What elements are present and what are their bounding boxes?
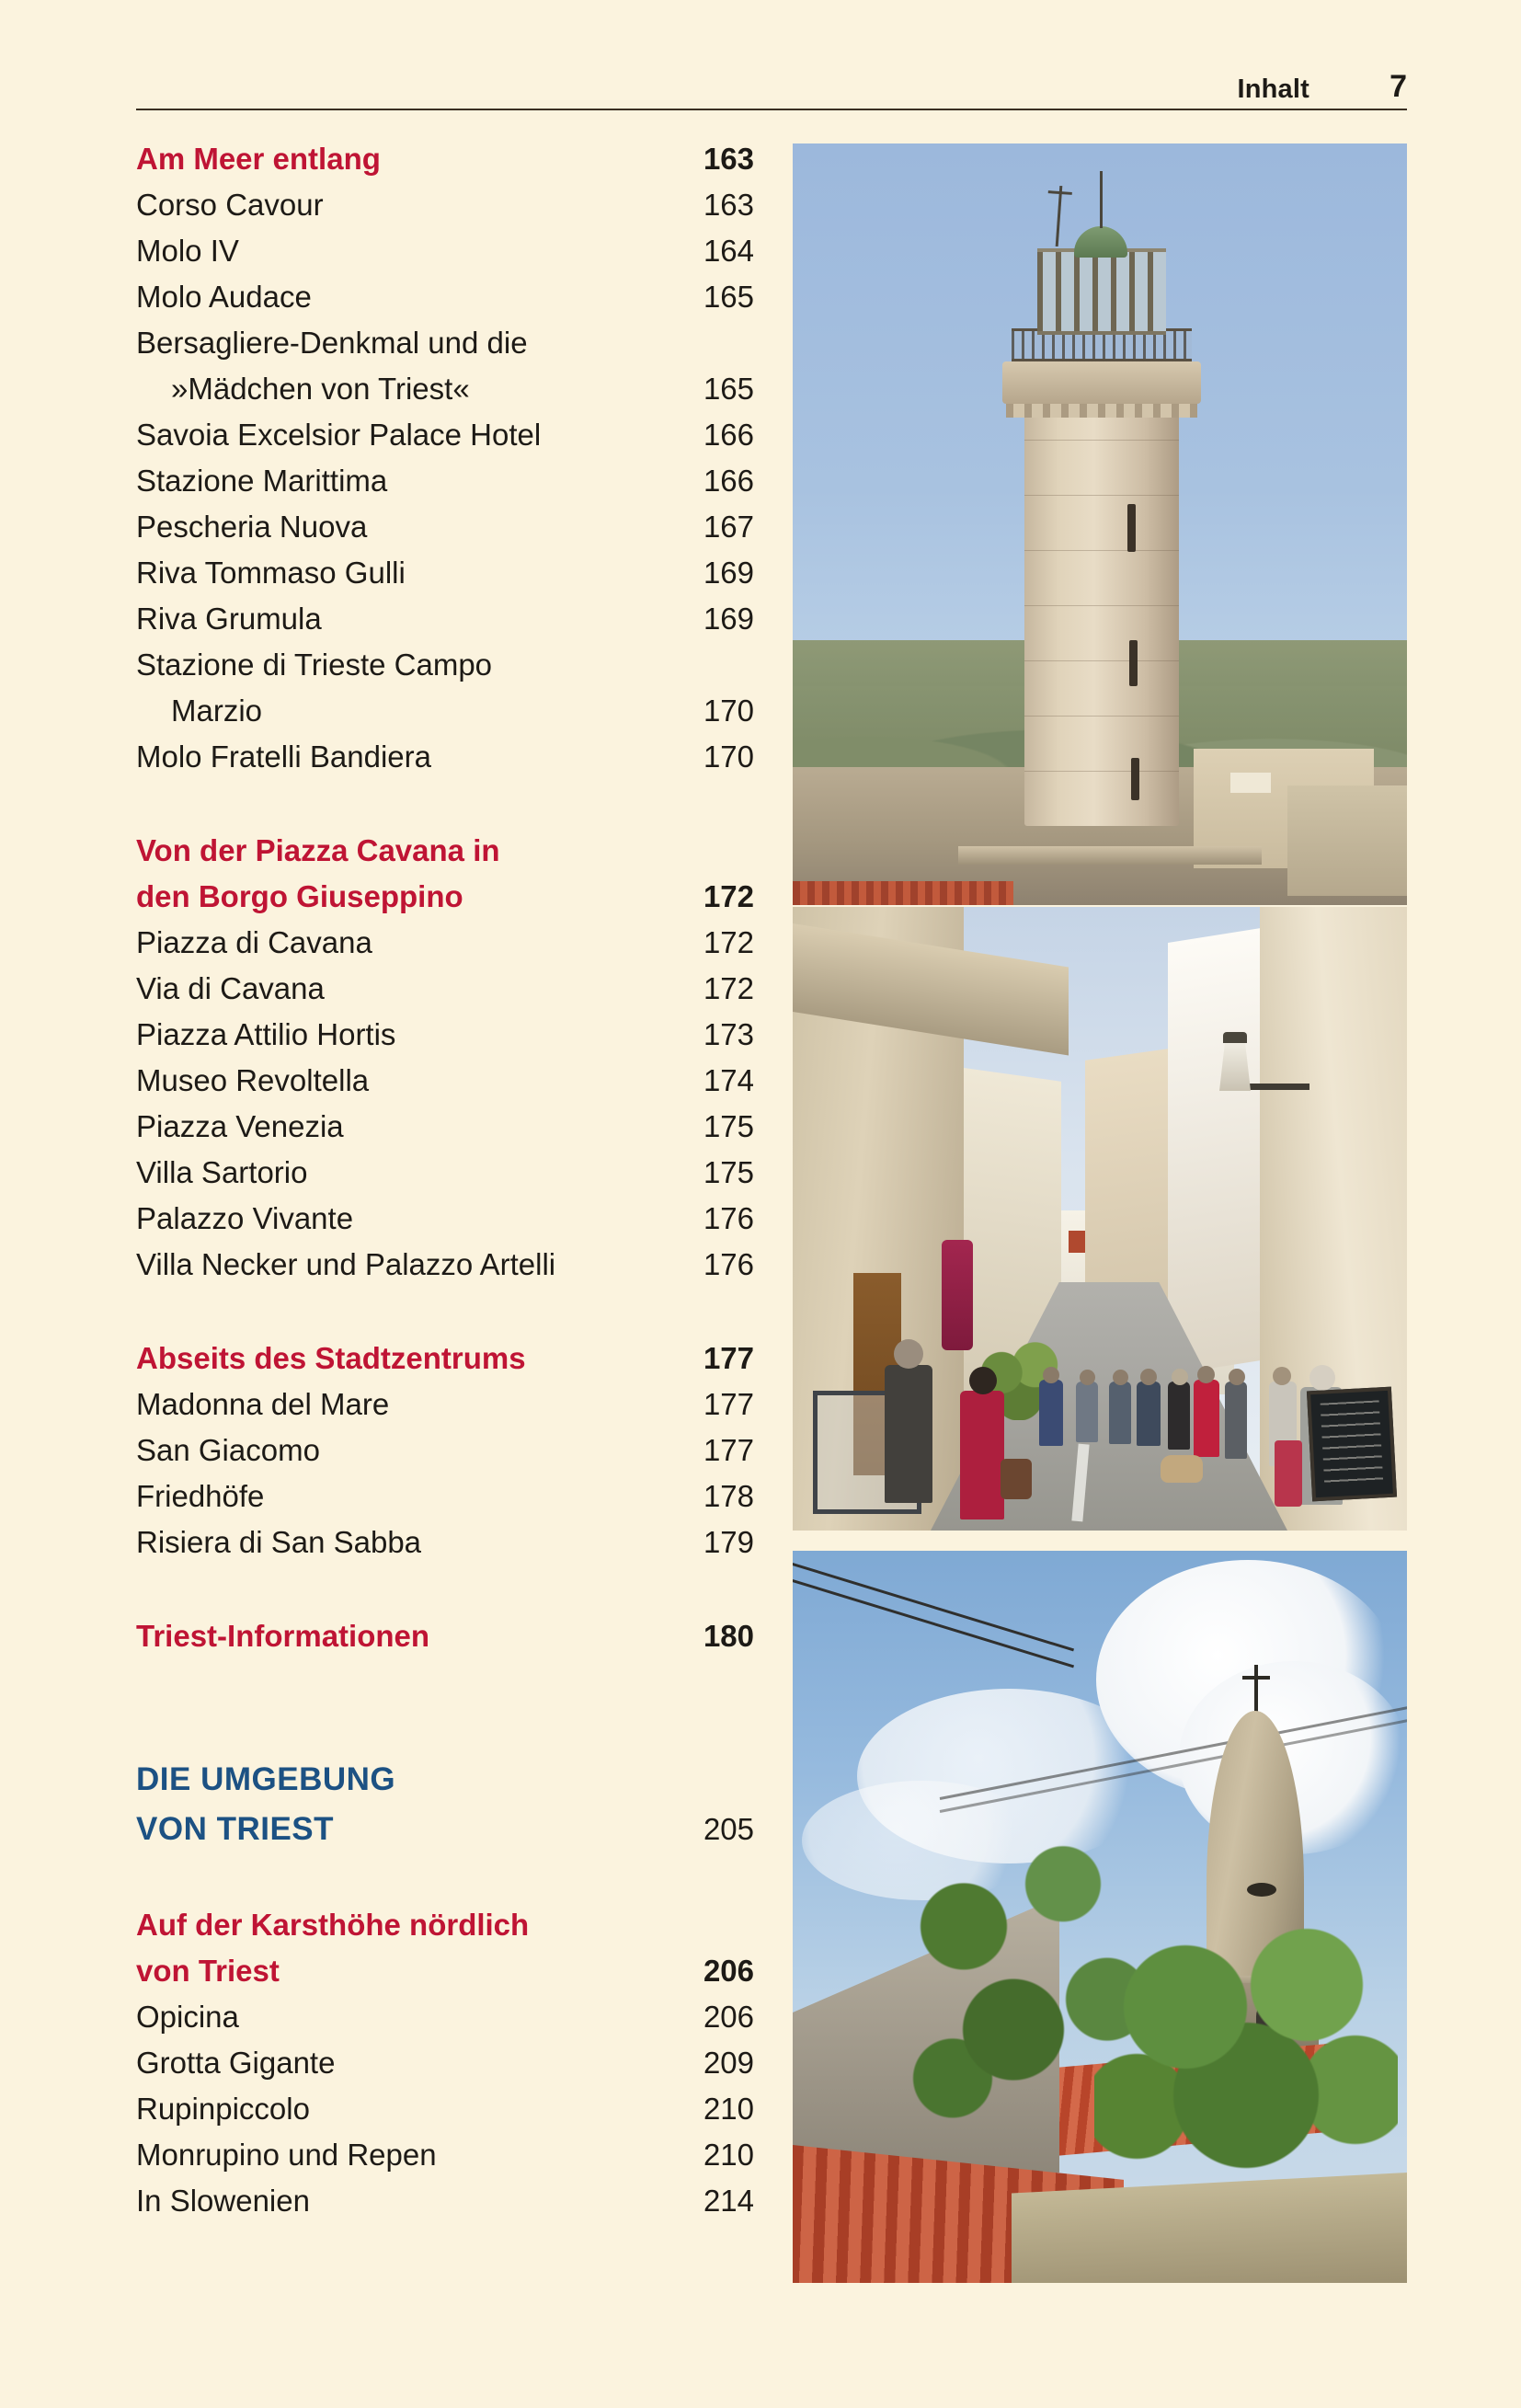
roof-tiles xyxy=(793,881,1013,905)
tower-slit-window xyxy=(1129,640,1138,686)
building-far-right xyxy=(1287,785,1407,896)
toc-entry-label: Molo IV xyxy=(136,234,239,268)
dog xyxy=(1161,1455,1203,1483)
toc-entry[interactable] xyxy=(136,920,754,966)
toc-entry[interactable] xyxy=(136,412,754,458)
toc-entry-page: 176 xyxy=(703,1201,754,1235)
pedestrian-head xyxy=(1229,1369,1245,1385)
toc-entry-label: Stazione di Trieste Campo xyxy=(136,648,493,682)
cross-finial-icon xyxy=(1254,1665,1258,1714)
toc-entry-page: 172 xyxy=(703,925,754,959)
toc-entry-label: Marzio xyxy=(171,694,263,728)
toc-chapter-heading[interactable] xyxy=(136,1755,754,1805)
page-body xyxy=(0,136,1521,2344)
toc-entry-page: 177 xyxy=(703,1433,754,1467)
toc-entry-page: 174 xyxy=(703,1063,754,1097)
gallery-platform xyxy=(1002,361,1201,404)
toc-entry-page: 163 xyxy=(703,142,754,176)
toc-entry-page: 173 xyxy=(703,1017,754,1051)
toc-entry[interactable] xyxy=(136,2086,754,2132)
toc-entry-page: 166 xyxy=(703,464,754,498)
shopping-bag xyxy=(1275,1440,1302,1507)
toc-entry-label: Opicina xyxy=(136,2000,239,2034)
toc-entry-label: Villa Necker und Palazzo Artelli xyxy=(136,1247,556,1281)
pedestrian-head xyxy=(1172,1369,1188,1385)
toc-entry-page: 175 xyxy=(703,1109,754,1143)
toc-section-heading[interactable] xyxy=(136,136,754,182)
toc-group-von-der-piazza-cavana xyxy=(136,828,754,1288)
lantern-room xyxy=(1037,248,1166,335)
toc-entry-label: Friedhöfe xyxy=(136,1479,265,1513)
toc-entry-continuation[interactable] xyxy=(136,688,754,734)
toc-entry-label: Piazza Venezia xyxy=(136,1109,344,1143)
pedestrian-head xyxy=(1273,1367,1291,1385)
toc-entry-label: Pescheria Nuova xyxy=(136,510,368,544)
toc-entry-label: San Giacomo xyxy=(136,1433,320,1467)
toc-entry-page: 214 xyxy=(703,2184,754,2218)
toc-entry-label: Bersagliere-Denkmal und die xyxy=(136,326,528,360)
toc-section-heading-line2[interactable] xyxy=(136,1948,754,1994)
handbag xyxy=(1001,1459,1032,1499)
toc-chapter-heading-line2[interactable] xyxy=(136,1805,754,1854)
toc-entry[interactable] xyxy=(136,1196,754,1242)
toc-entry-label: Molo Audace xyxy=(136,280,312,314)
parapet xyxy=(958,846,1262,865)
toc-entry-page: 167 xyxy=(703,510,754,544)
toc-entry[interactable] xyxy=(136,550,754,596)
toc-entry-label: Palazzo Vivante xyxy=(136,1201,354,1235)
toc-entry-label: Riva Tommaso Gulli xyxy=(136,556,406,590)
toc-entry[interactable] xyxy=(136,1150,754,1196)
mast xyxy=(1100,171,1103,228)
toc-entry[interactable] xyxy=(136,182,754,228)
group-spacer xyxy=(136,780,754,828)
window xyxy=(1230,773,1271,793)
toc-entry-continuation[interactable] xyxy=(136,366,754,412)
toc-entry-label: Riva Grumula xyxy=(136,602,322,636)
tower-slit-window xyxy=(1131,758,1139,800)
toc-entry-page: 165 xyxy=(703,372,754,406)
toc-entry-page: 177 xyxy=(703,1387,754,1421)
pedestrian xyxy=(1076,1382,1098,1442)
toc-entry-label: In Slowenien xyxy=(136,2184,310,2218)
awning xyxy=(942,1240,973,1350)
pedestrian xyxy=(1225,1382,1247,1459)
chalkboard-sign xyxy=(1307,1387,1397,1502)
running-header xyxy=(136,64,1407,110)
toc-entry-label: Abseits des Stadtzentrums xyxy=(136,1341,526,1375)
toc-entry-label: Triest-Informationen xyxy=(136,1619,430,1653)
pedestrian xyxy=(960,1391,1004,1519)
toc-entry[interactable] xyxy=(136,2178,754,2224)
toc-entry-page: 176 xyxy=(703,1247,754,1281)
toc-entry-label: Am Meer entlang xyxy=(136,142,381,176)
group-spacer xyxy=(136,1565,754,1613)
toc-entry-page: 165 xyxy=(703,280,754,314)
toc-entry[interactable] xyxy=(136,1058,754,1104)
pedestrian-head xyxy=(1197,1366,1215,1383)
toc-section-heading[interactable] xyxy=(136,1336,754,1382)
toc-group-am-meer-entlang xyxy=(136,136,754,780)
toc-entry[interactable] xyxy=(136,1382,754,1428)
toc-section-heading[interactable] xyxy=(136,828,754,874)
page-folio-number: 7 xyxy=(1389,69,1407,104)
pedestrian-head xyxy=(1140,1369,1157,1385)
photo-lighthouse xyxy=(793,143,1407,905)
toc-entry[interactable] xyxy=(136,596,754,642)
toc-entry-page: 164 xyxy=(703,234,754,268)
group-spacer xyxy=(136,1659,754,1755)
toc-entry-label: Monrupino und Repen xyxy=(136,2138,437,2172)
toc-entry-page: 177 xyxy=(703,1341,754,1375)
toc-entry[interactable] xyxy=(136,1104,754,1150)
toc-entry[interactable] xyxy=(136,2040,754,2086)
pedestrian-head xyxy=(1113,1370,1128,1385)
toc-entry-page: 179 xyxy=(703,1525,754,1559)
toc-entry-label: Museo Revoltella xyxy=(136,1063,370,1097)
toc-entry-page: 170 xyxy=(703,694,754,728)
group-spacer xyxy=(136,1288,754,1336)
group-spacer xyxy=(136,1854,754,1902)
pedestrian xyxy=(1194,1380,1219,1457)
toc-entry[interactable] xyxy=(136,966,754,1012)
tower-slit-window xyxy=(1127,504,1136,552)
toc-entry[interactable] xyxy=(136,1994,754,2040)
toc-entry[interactable] xyxy=(136,2132,754,2178)
toc-entry-label: Madonna del Mare xyxy=(136,1387,390,1421)
toc-section-heading[interactable] xyxy=(136,1613,754,1659)
toc-entry[interactable] xyxy=(136,642,754,688)
toc-entry-page: 210 xyxy=(703,2092,754,2126)
toc-entry-page: 170 xyxy=(703,740,754,774)
toc-entry-label: Piazza di Cavana xyxy=(136,925,372,959)
pedestrian-head xyxy=(1043,1367,1059,1383)
toc-entry-page: 178 xyxy=(703,1479,754,1513)
toc-entry-page: 210 xyxy=(703,2138,754,2172)
toc-entry-label: Corso Cavour xyxy=(136,188,324,222)
toc-entry[interactable] xyxy=(136,1012,754,1058)
dome-opening xyxy=(1247,1883,1276,1897)
toc-entry-page: 206 xyxy=(703,2000,754,2034)
pedestrian xyxy=(1137,1382,1161,1446)
toc-entry-page: 169 xyxy=(703,602,754,636)
pedestrian xyxy=(1109,1382,1131,1444)
toc-entry-label: VON TRIEST xyxy=(136,1811,335,1847)
toc-entry-label: Piazza Attilio Hortis xyxy=(136,1017,396,1051)
pedestrian-head xyxy=(1080,1370,1095,1385)
pedestrian xyxy=(1039,1380,1063,1446)
toc-entry-label: Via di Cavana xyxy=(136,971,325,1005)
toc-entry-page: 172 xyxy=(703,971,754,1005)
toc-entry-page: 163 xyxy=(703,188,754,222)
photo-column xyxy=(793,143,1407,2283)
photo-street xyxy=(793,907,1407,1531)
toc-entry-label: Rupinpiccolo xyxy=(136,2092,310,2126)
toc-entry[interactable] xyxy=(136,228,754,274)
toc-entry-page: 206 xyxy=(703,1954,754,1988)
lighthouse-tower xyxy=(1024,384,1179,826)
pedestrian-head xyxy=(1309,1365,1335,1391)
toc-entry[interactable] xyxy=(136,1428,754,1473)
toc-entry-page: 180 xyxy=(703,1619,754,1653)
toc-entry-page: 175 xyxy=(703,1155,754,1189)
pedestrian-head xyxy=(969,1367,997,1394)
toc-entry[interactable] xyxy=(136,320,754,366)
toc-entry-label: Stazione Marittima xyxy=(136,464,388,498)
pedestrian xyxy=(885,1365,932,1503)
toc-entry[interactable] xyxy=(136,734,754,780)
tree-foliage xyxy=(1094,1924,1398,2200)
toc-entry-page: 172 xyxy=(703,879,754,913)
toc-entry-label: Molo Fratelli Bandiera xyxy=(136,740,431,774)
toc-group-auf-der-karsthoehe xyxy=(136,1902,754,2224)
toc-group-abseits-des-stadtzentrums xyxy=(136,1336,754,1565)
table-of-contents xyxy=(136,136,754,2224)
toc-entry-page: 205 xyxy=(703,1812,754,1846)
toc-entry-label: Savoia Excelsior Palace Hotel xyxy=(136,418,542,452)
toc-entry[interactable] xyxy=(136,458,754,504)
toc-entry[interactable] xyxy=(136,504,754,550)
toc-entry-page: 209 xyxy=(703,2046,754,2080)
toc-section-heading-line2[interactable] xyxy=(136,874,754,920)
pedestrian-head xyxy=(894,1339,923,1369)
toc-entry[interactable] xyxy=(136,274,754,320)
toc-entry-page: 169 xyxy=(703,556,754,590)
pedestrian xyxy=(1168,1382,1190,1450)
street-lamp-cap xyxy=(1223,1032,1247,1043)
toc-entry-label: »Mädchen von Triest« xyxy=(171,372,470,406)
toc-entry-page: 166 xyxy=(703,418,754,452)
toc-group-triest-informationen xyxy=(136,1613,754,1659)
toc-entry-label: Von der Piazza Cavana in xyxy=(136,833,500,867)
toc-entry-label: Auf der Karsthöhe nördlich xyxy=(136,1908,530,1942)
toc-entry-label: Risiera di San Sabba xyxy=(136,1525,422,1559)
header-title: Inhalt xyxy=(1237,75,1309,104)
toc-entry-label: Villa Sartorio xyxy=(136,1155,308,1189)
toc-entry[interactable] xyxy=(136,1473,754,1519)
photo-belltower xyxy=(793,1551,1407,2283)
toc-entry-label: DIE UMGEBUNG xyxy=(136,1761,396,1797)
toc-entry[interactable] xyxy=(136,1242,754,1288)
toc-entry-label: von Triest xyxy=(136,1954,280,1988)
toc-section-heading[interactable] xyxy=(136,1902,754,1948)
toc-entry[interactable] xyxy=(136,1519,754,1565)
toc-entry-label: Grotta Gigante xyxy=(136,2046,336,2080)
toc-group-die-umgebung-von-triest xyxy=(136,1755,754,1854)
toc-entry-label: den Borgo Giuseppino xyxy=(136,879,463,913)
